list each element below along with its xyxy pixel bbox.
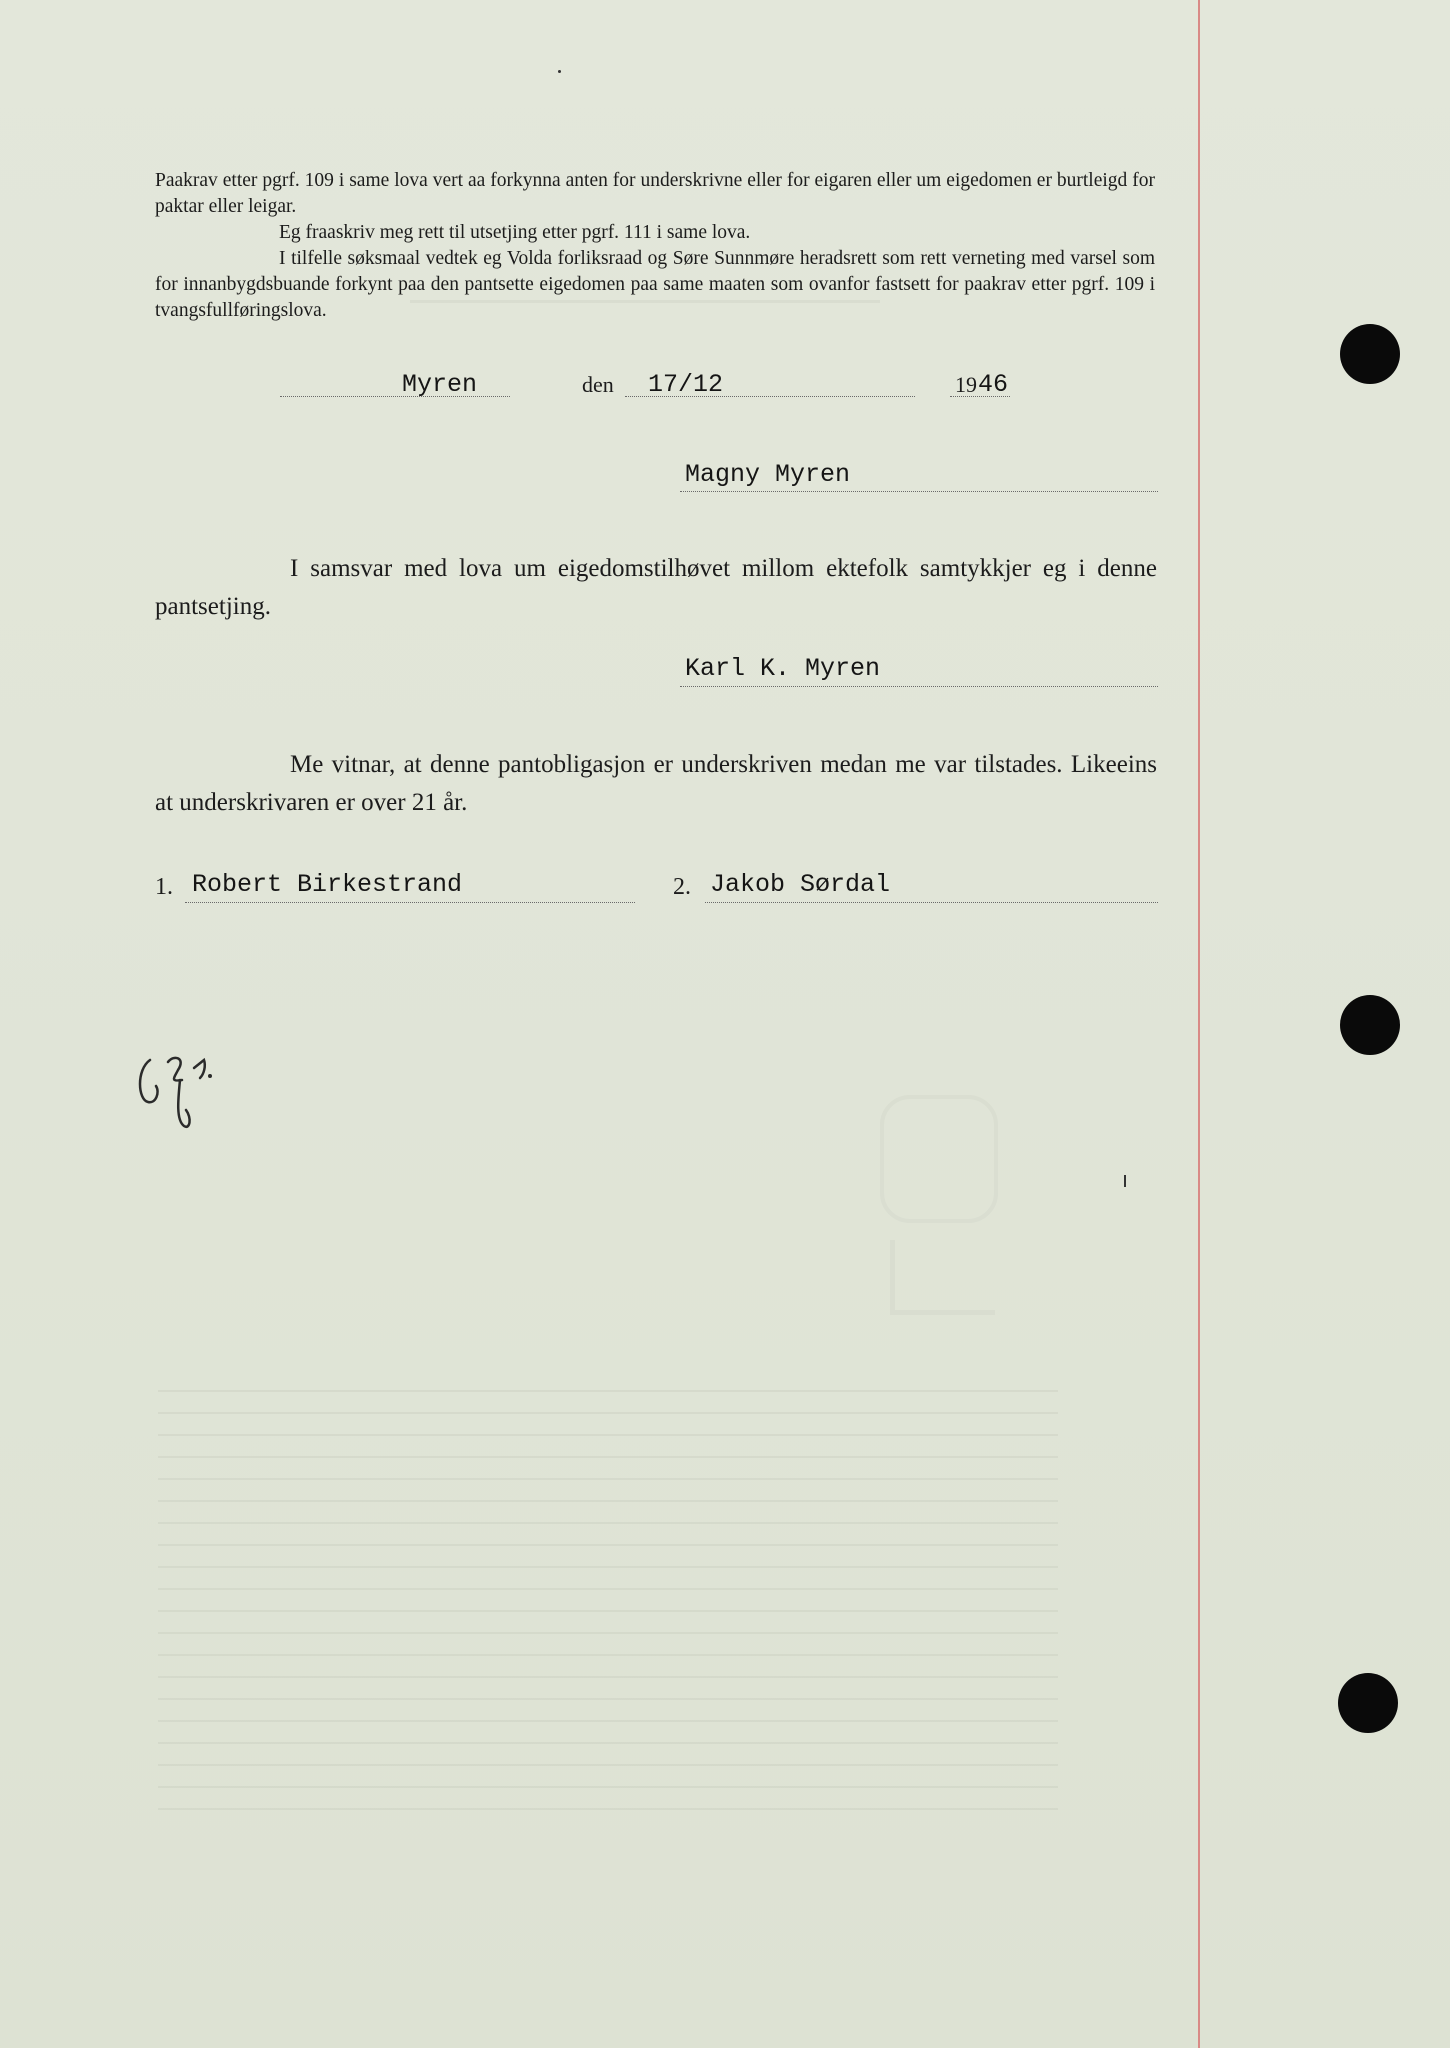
place: Myren xyxy=(402,370,478,399)
punch-hole xyxy=(1338,1673,1398,1733)
witness-2-line xyxy=(705,902,1158,903)
spouse-consent-text: I samsvar med lova um eigedomstilhøvet millom ektefolk samtykkjer eg i denne pantsetjing. xyxy=(155,555,1157,620)
margin-rule xyxy=(1198,0,1200,2048)
punch-hole xyxy=(1340,995,1400,1055)
year-prefix: 19 xyxy=(955,372,977,397)
handwritten-initials xyxy=(130,1040,240,1140)
witness-2-number: 2. xyxy=(673,874,691,900)
bleed-through-mark xyxy=(890,1240,995,1315)
punch-hole xyxy=(1340,324,1400,384)
witness-1-name: Robert Birkestrand xyxy=(192,870,463,899)
spouse-signature: Karl K. Myren xyxy=(685,654,881,683)
witness-1-number: 1. xyxy=(155,874,173,900)
clause-waiver: Eg fraaskriv meg rett til utsetjing etter pgrf. 111 i same lova. xyxy=(279,222,751,243)
witness-2-name: Jakob Sørdal xyxy=(710,870,891,899)
year-line xyxy=(950,396,1010,397)
bleed-through-text xyxy=(158,1370,1058,1830)
witness-text: Me vitnar, at denne pantobligasjon er underskriven medan me var tilstades. Likeeins at underskrivaren er over 21 år. xyxy=(155,751,1157,816)
date: 17/12 xyxy=(648,370,724,399)
clause-venue: I tilfelle søksmaal vedtek eg Volda forliksraad og Søre Sunnmøre heradsrett som rett verneting med varsel som for innanbygdsbuande forkynt paa den pantsette eigedomen paa same maaten som ovanfor fastsett for paakrav etter pgrf. 109 i tvangsfullføringslova. xyxy=(155,248,1155,321)
stray-mark xyxy=(1124,1175,1126,1187)
clause-demand: Paakrav etter pgrf. 109 i same lova vert aa forkynna anten for underskrivne eller for eigaren eller um eigedomen er burtleigd for paktar eller leigar. xyxy=(155,170,1155,217)
stray-mark xyxy=(558,70,561,73)
owner-signature: Magny Myren xyxy=(685,460,851,489)
date-label: den xyxy=(582,372,614,397)
year: 46 xyxy=(978,370,1009,399)
owner-signature-line xyxy=(680,491,1158,492)
witness-1-line xyxy=(185,902,635,903)
bleed-through-mark xyxy=(880,1095,998,1223)
spouse-signature-line xyxy=(680,686,1158,687)
